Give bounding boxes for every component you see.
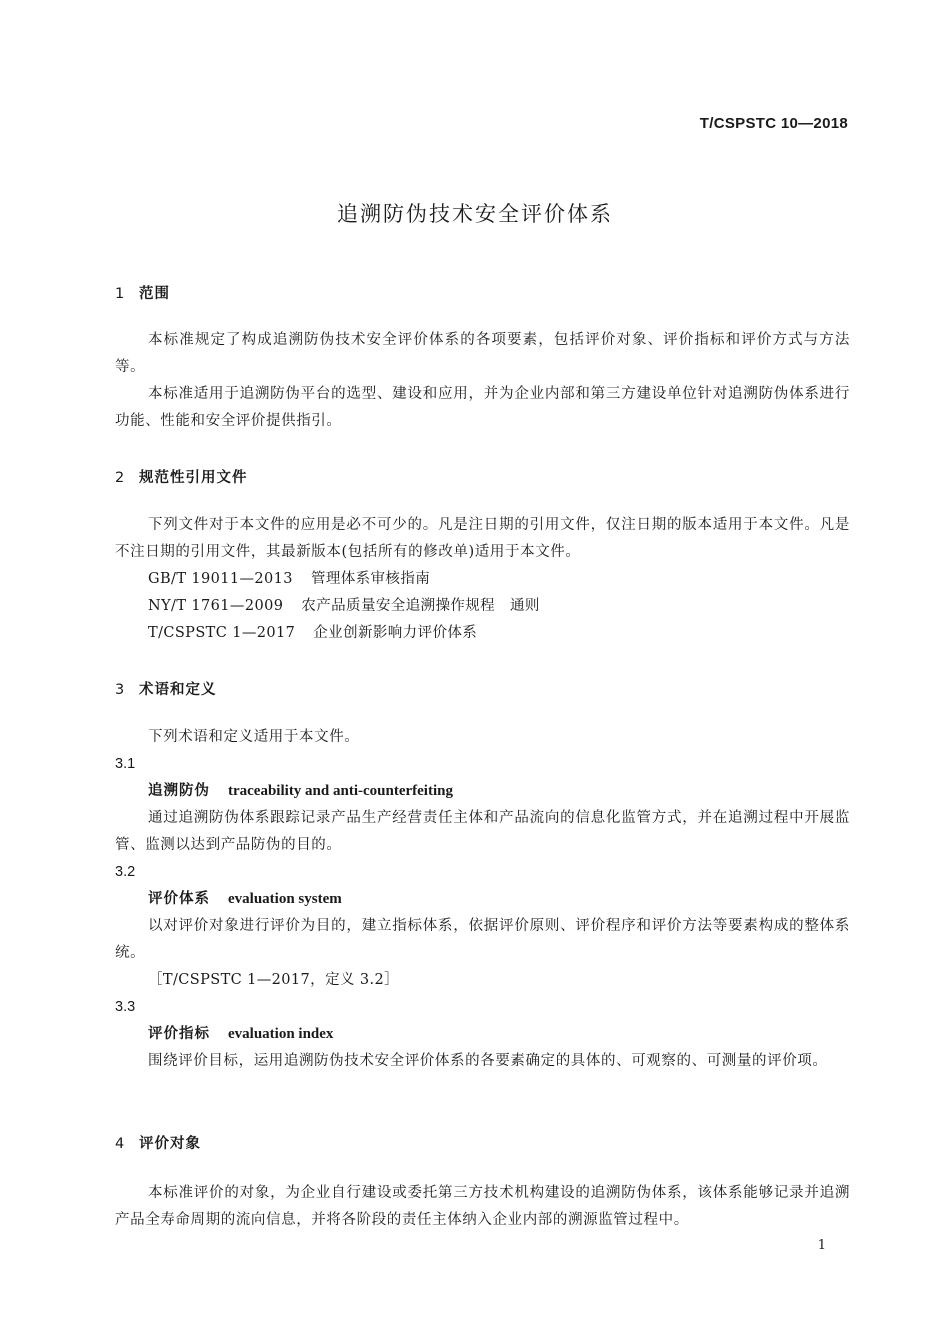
- term-definition: 通过追溯防伪体系跟踪记录产品生产经营责任主体和产品流向的信息化监管方式，并在追溯过程中开展监管、监测以达到产品防伪的目的。: [115, 810, 850, 853]
- section-title: 规范性引用文件: [139, 470, 248, 486]
- reference-name: 企业创新影响力评价体系: [313, 625, 478, 641]
- term-en: evaluation system: [228, 891, 342, 907]
- paragraph: 下列术语和定义适用于本文件。: [148, 729, 360, 745]
- term-zh: 追溯防伪: [148, 783, 210, 799]
- term-number: 3.1: [115, 756, 136, 772]
- section-title: 评价对象: [139, 1136, 201, 1152]
- reference-code: GB/T 19011—2013: [148, 571, 293, 587]
- term-zh: 评价指标: [148, 1026, 210, 1042]
- reference-code: T/CSPSTC 1—2017: [148, 625, 296, 641]
- term-heading: [115, 886, 850, 913]
- section-2-heading: [115, 466, 850, 487]
- reference-item: [115, 593, 850, 620]
- reference-code: NY/T 1761—2009: [148, 598, 284, 614]
- section-3-heading: [115, 678, 850, 699]
- term-number: 3.3: [115, 999, 136, 1015]
- reference-name: 农产品质量安全追溯操作规程 通则: [301, 598, 540, 614]
- section-3-body: [115, 724, 850, 1075]
- section-number: 4: [115, 1136, 126, 1152]
- document-code: T/CSPSTC 10—2018: [699, 115, 848, 132]
- paragraph: 本标准规定了构成追溯防伪技术安全评价体系的各项要素，包括评价对象、评价指标和评价方式与方法等。: [115, 332, 850, 375]
- term-number: 3.2: [115, 864, 136, 880]
- term-en: traceability and anti-counterfeiting: [228, 783, 453, 799]
- section-1-heading: [115, 282, 850, 303]
- paragraph: 本标准评价的对象，为企业自行建设或委托第三方技术机构建设的追溯防伪体系，该体系能够记录并追溯产品全寿命周期的流向信息，并将各阶段的责任主体纳入企业内部的溯源监管过程中。: [115, 1185, 850, 1228]
- term-en: evaluation index: [228, 1026, 334, 1042]
- section-title: 术语和定义: [139, 682, 217, 698]
- reference-item: [115, 566, 850, 593]
- section-2-body: [115, 512, 850, 647]
- term-source: ［T/CSPSTC 1—2017，定义 3.2］: [148, 972, 400, 988]
- section-number: 2: [115, 470, 126, 486]
- paragraph: 下列文件对于本文件的应用是必不可少的。凡是注日期的引用文件，仅注日期的版本适用于本文件。凡是不注日期的引用文件，其最新版本(包括所有的修改单)适用于本文件。: [115, 517, 850, 560]
- section-number: 3: [115, 682, 126, 698]
- page-number: 1: [817, 1238, 826, 1253]
- term-heading: [115, 778, 850, 805]
- term-definition: 围绕评价目标，运用追溯防伪技术安全评价体系的各要素确定的具体的、可观察的、可测量的评价项。: [148, 1053, 828, 1069]
- document-title: 追溯防伪技术安全评价体系: [337, 202, 613, 226]
- reference-item: [115, 620, 850, 647]
- section-title: 范围: [139, 286, 170, 302]
- term-heading: [115, 1021, 850, 1048]
- paragraph: 本标准适用于追溯防伪平台的选型、建设和应用，并为企业内部和第三方建设单位针对追溯防伪体系进行功能、性能和安全评价提供指引。: [115, 386, 850, 429]
- term-zh: 评价体系: [148, 891, 210, 907]
- section-1-body: [115, 327, 850, 435]
- reference-name: 管理体系审核指南: [310, 571, 431, 587]
- section-4-heading: [115, 1132, 850, 1153]
- term-definition: 以对评价对象进行评价为目的，建立指标体系，依据评价原则、评价程序和评价方法等要素构成的整体系统。: [115, 918, 850, 961]
- section-number: 1: [115, 286, 126, 302]
- section-4-body: [115, 1180, 850, 1234]
